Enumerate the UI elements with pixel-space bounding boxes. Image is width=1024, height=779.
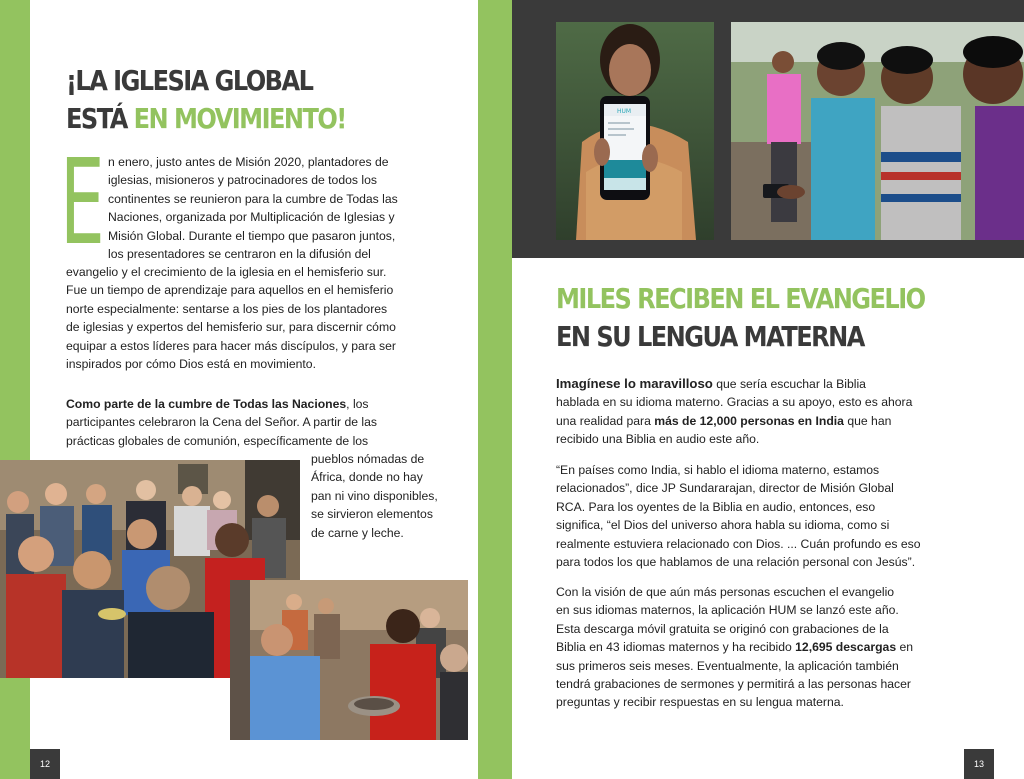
right-page-number: 13	[964, 749, 994, 779]
left-title-dark: ESTÁ	[66, 102, 134, 135]
text-line: Misión Global. Durante el tiempo que pasaron juntos,	[108, 228, 396, 243]
text-line: continentes se reunieron para la cumbre de Todas las	[108, 191, 398, 206]
text-line: Como parte de la cumbre de Todas las Naciones, los	[66, 397, 369, 411]
text-line: África, donde no hay	[311, 470, 423, 485]
left-title-line1: ¡LA IGLESIA GLOBAL	[66, 64, 313, 97]
text-line: pueblos nómadas de	[311, 452, 425, 466]
text-line: se sirvieron elementos	[311, 507, 433, 522]
right-para3	[556, 583, 913, 712]
text-line: una realidad para más de 12,000 personas en India que han	[556, 413, 892, 428]
text-line: norte especialmente: sentarse a los pies de los plantadores	[66, 301, 388, 316]
men-with-phone-image	[731, 22, 1024, 240]
text-line: n enero, justo antes de Misión 2020, plantadores de	[108, 155, 389, 169]
text-line: “En países como India, si hablo el idioma materno, estamos	[556, 463, 880, 477]
text-line: participantes celebraron la Cena del Señor. A partir de las	[66, 415, 377, 430]
text-line: iglesias, misioneros y patrocinadores de todos los	[108, 173, 377, 188]
text-line: para todos los que hablamos de una relación personal con Jesús”.	[556, 555, 916, 570]
serving-communion-image	[230, 580, 468, 740]
right-para1	[556, 375, 912, 449]
center-green-bar	[478, 0, 512, 779]
bold-highlight: más de 12,000 personas en India	[654, 413, 844, 428]
right-para2	[556, 461, 920, 571]
text-line: prácticas globales de comunión, específicamente de los	[66, 433, 369, 448]
text-line: Biblia en 43 idiomas maternos y ha recibido 12,695 descargas en	[556, 640, 914, 655]
text-line: de carne y leche.	[311, 525, 404, 540]
text-line: relacionados”, dice JP Sundararajan, director de Misión Global	[556, 481, 894, 496]
text-line: tendrá grabaciones de sermones y permitirá a las personas hacer	[556, 677, 911, 692]
text-line: en sus idiomas maternos, la aplicación HUM se lanzó este año.	[556, 603, 899, 618]
text-line: RCA. Para los oyentes de la Biblia en audio, entonces, eso	[556, 499, 876, 514]
text-line: los presentadores se centraron en la difusión del	[108, 247, 371, 262]
text-line: equipar a estos líderes para hacer más discípulos, y para ser	[66, 338, 396, 353]
left-para1-indented	[108, 153, 398, 263]
bold-highlight: 12,695 descargas	[795, 640, 897, 655]
right-page-title	[556, 280, 934, 356]
left-title-line2	[66, 100, 410, 138]
bold-lead: Como parte de la cumbre de Todas las Naciones	[66, 397, 347, 411]
text-line: recibido una Biblia en audio este año.	[556, 432, 760, 447]
text-line: Naciones, organizada por Multiplicación de Iglesias y	[108, 210, 395, 225]
text-line: Con la visión de que aún más personas escuchen el evangelio	[556, 585, 895, 599]
text-line: inspirados por cómo Dios está en movimiento.	[66, 357, 316, 372]
phone-app-name: HUM	[616, 108, 632, 115]
text-line: sus primeros seis meses. Eventualmente, la aplicación también	[556, 658, 899, 673]
photo-serving-communion	[230, 580, 468, 740]
text-line: pan ni vino disponibles,	[311, 488, 438, 503]
text-line: evangelio y el crecimiento de la iglesia en el hemisferio sur.	[66, 265, 387, 279]
text-line: Fue un tiempo de aprendizaje para aquellos en el hemisferio	[66, 283, 394, 298]
text-line: Esta descarga móvil gratuita se originó con grabaciones de la	[556, 621, 889, 636]
left-para2-side	[311, 450, 438, 542]
text-line: Imagínese lo maravilloso que sería escuchar la Biblia	[556, 376, 866, 391]
left-para2	[66, 395, 377, 450]
left-para1-full	[66, 263, 396, 373]
photo-men-with-phone	[731, 22, 1024, 240]
right-title-line1: MILES RECIBEN EL EVANGELIO	[556, 282, 925, 315]
drop-cap: E	[60, 133, 105, 271]
woman-with-phone-image	[556, 22, 714, 240]
text-line: hablada en su idioma materno. Gracias a su apoyo, esto es ahora	[556, 395, 913, 410]
right-title-line2: EN SU LENGUA MATERNA	[556, 320, 864, 353]
photo-woman-with-phone	[556, 22, 714, 240]
left-page-number: 12	[30, 749, 60, 779]
left-page-title	[66, 62, 410, 138]
right-page	[512, 0, 1024, 779]
text-line: significa, “el Dios del universo ahora habla su idioma, como si	[556, 518, 890, 533]
text-line: preguntas y recibir respuestas en su lengua materna.	[556, 695, 844, 710]
left-title-green: EN MOVIMIENTO!	[133, 102, 346, 135]
bold-lead: Imagínese lo maravilloso	[556, 376, 713, 391]
text-line: realmente estuviera relacionado con Dios. ... Cuán profundo es eso	[556, 536, 921, 551]
text-line: de iglesias y expertos del hemisferio sur, para discernir cómo	[66, 320, 396, 335]
